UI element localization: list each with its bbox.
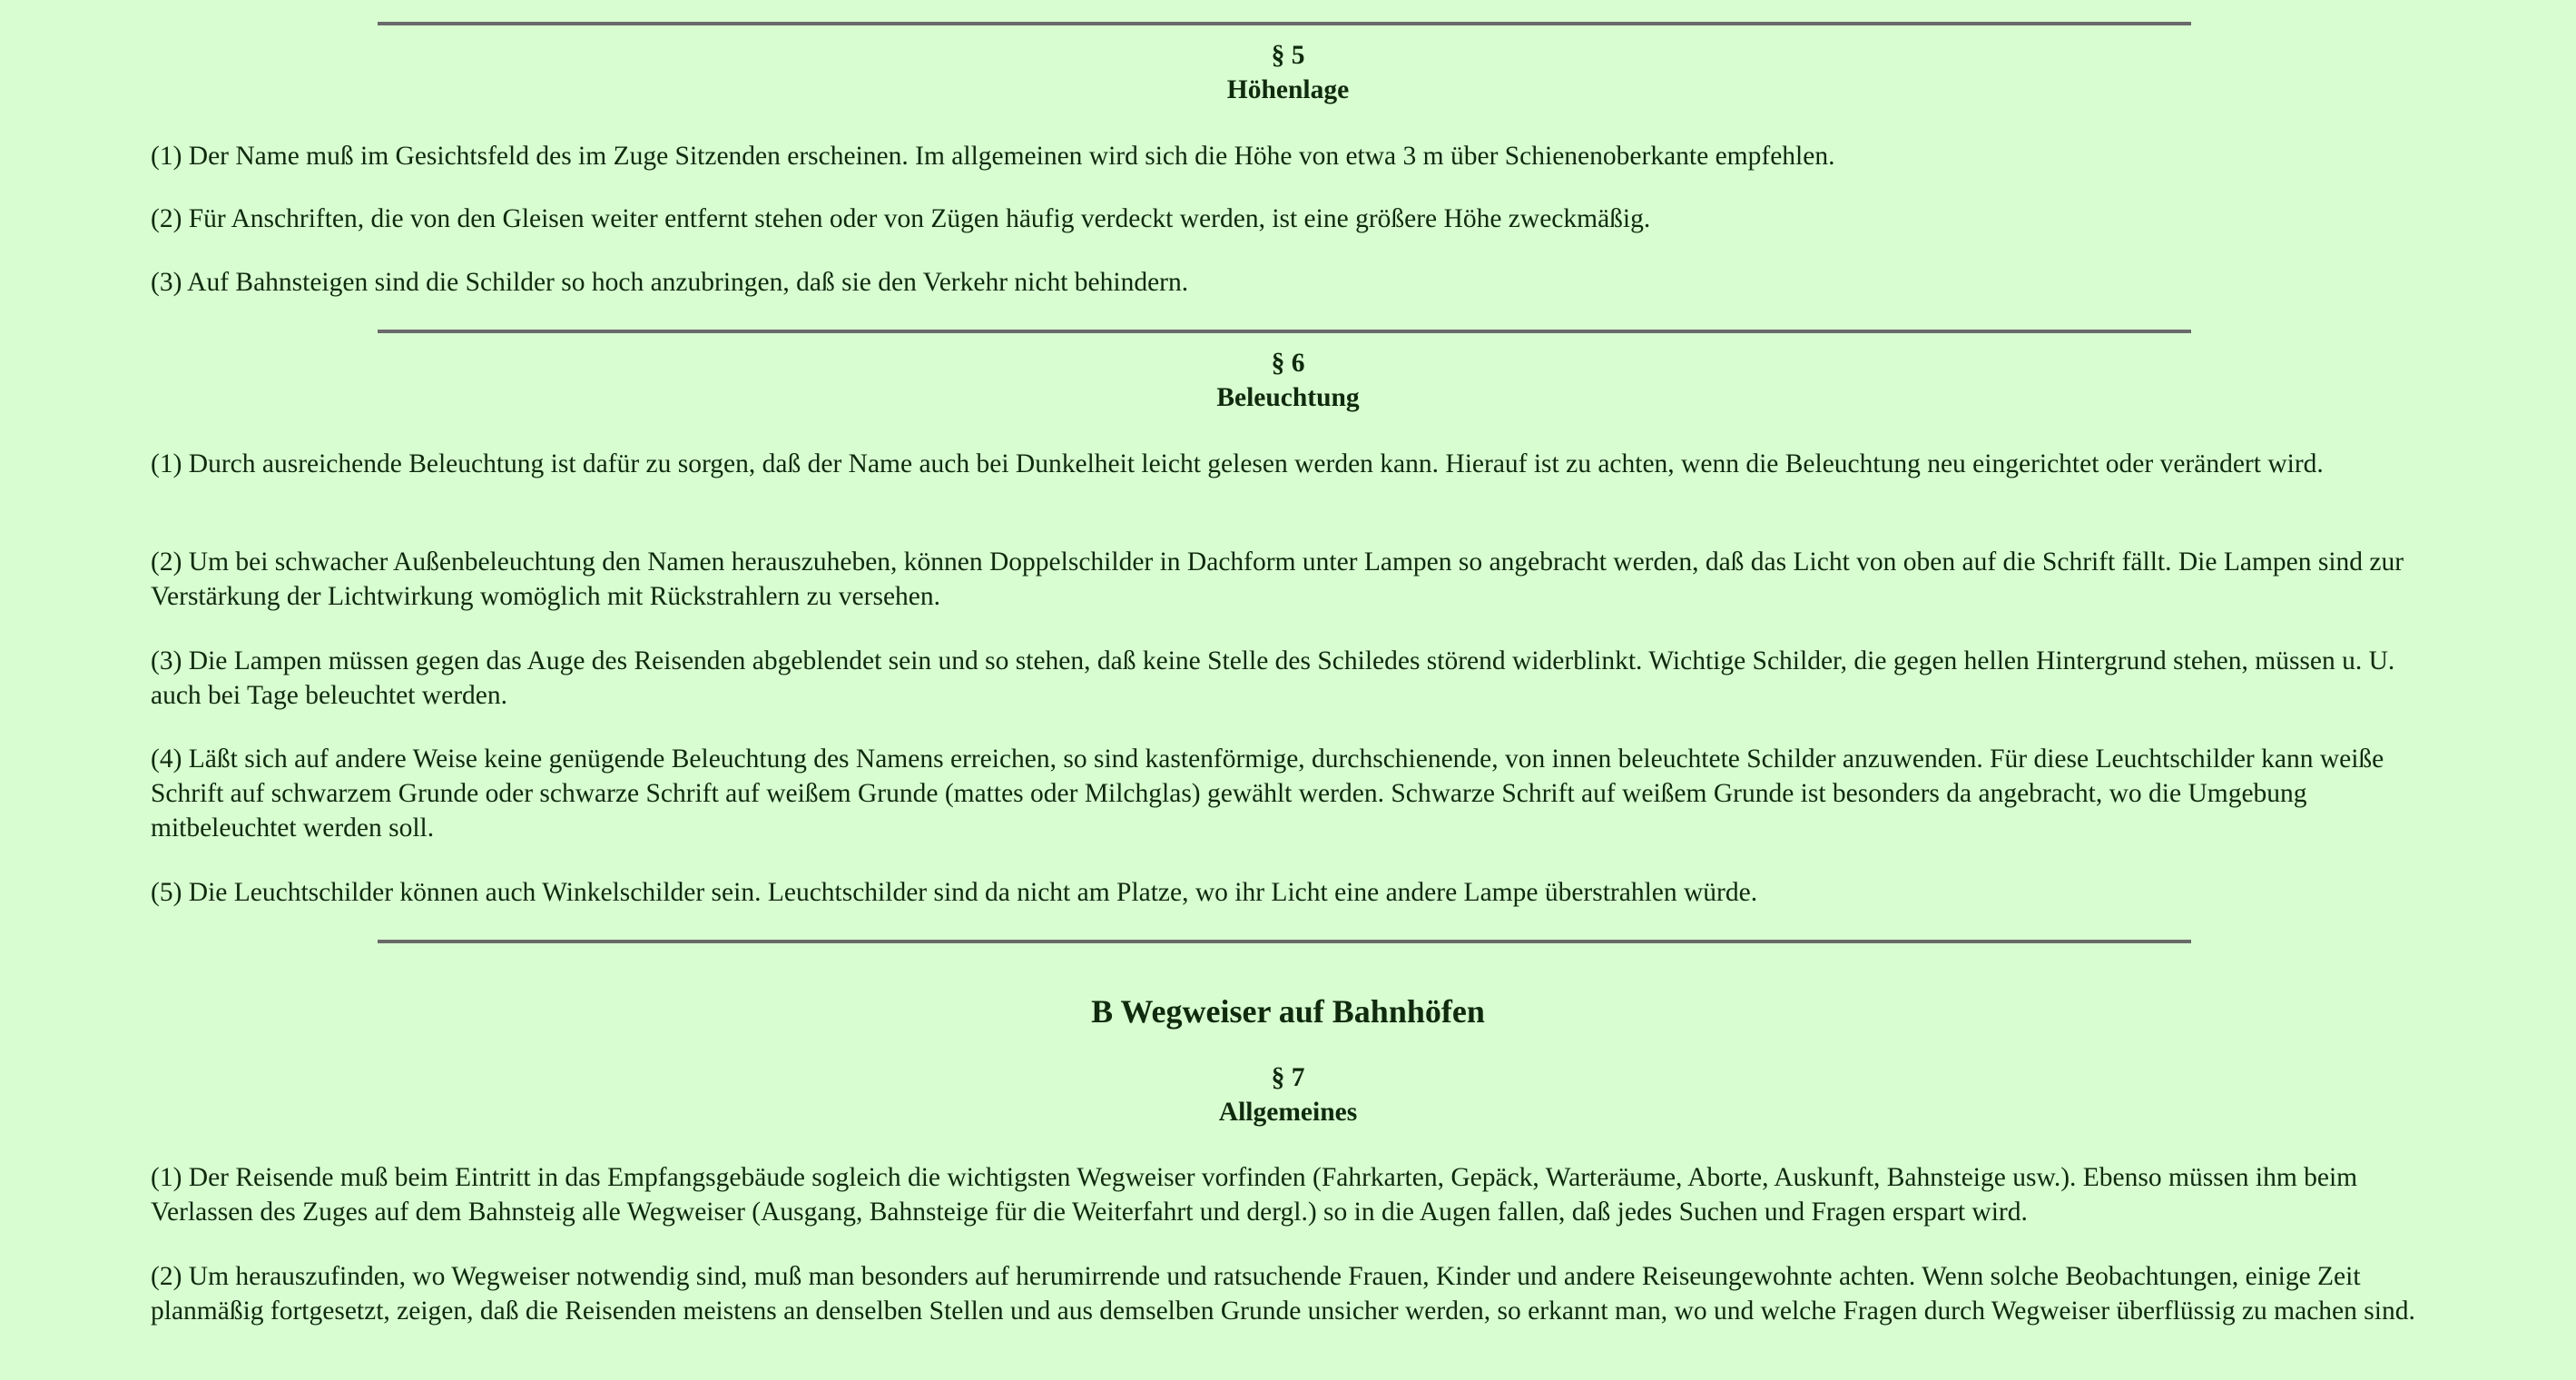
section-title: Beleuchtung <box>1216 383 1360 412</box>
section-divider <box>378 22 2191 25</box>
section-number: § 7 <box>1271 1063 1305 1092</box>
paragraph: (1) Der Reisende muß beim Eintritt in das Empfangsgebäude sogleich die wichtigsten Wegweiser vorfinden (Fahrkarten, Gepäck, Warteräume, Aborte, Auskunft, Bahnsteige usw.). Ebenso müssen ihm beim Verlassen des Zuges auf dem Bahnsteig alle Wegweiser (Ausgang, Bahnsteige für die Weiterfahrt und dergl.) so in die Augen fallen, daß jedes Suchen und Fragen erspart wird. <box>151 1163 2358 1227</box>
paragraph: (2) Um bei schwacher Außenbeleuchtung den Namen herauszuheben, können Doppelschilder in Dachform unter Lampen so angebracht werden, daß das Licht von oben auf die Schrift fällt. Die Lampen sind zur Verstärkung der Lichtwirkung womöglich mit Rückstrahlern zu versehen. <box>151 547 2404 611</box>
paragraph: (4) Läßt sich auf andere Weise keine genügende Beleuchtung des Namens erreichen, so sind kastenförmige, durchschienende, von innen beleuchtete Schilder anzuwenden. Für diese Leuchtschilder kann weiße Schrift auf schwarzem Grunde oder schwarze Schrift auf weißem Grunde (mattes oder Milchglas) gewählt werden. Schwarze Schrift auf weißem Grunde ist besonders da angebracht, wo die Umgebung mitbeleuchtet werden soll. <box>151 744 2384 843</box>
paragraph: (3) Die Lampen müssen gegen das Auge des Reisenden abgeblendet sein und so stehen, daß keine Stelle des Schiledes störend widerblinkt. Wichtige Schilder, die gegen hellen Hintergrund stehen, müssen u. U. auch bei Tage beleuchtet werden. <box>151 646 2395 710</box>
paragraph: (1) Durch ausreichende Beleuchtung ist dafür zu sorgen, daß der Name auch bei Dunkelheit leicht gelesen werden kann. Hierauf ist zu achten, wenn die Beleuchtung neu eingerichtet oder verändert wird. <box>151 449 2324 478</box>
paragraph: (2) Für Anschriften, die von den Gleisen weiter entfernt stehen oder von Zügen häufig verdeckt werden, ist eine größere Höhe zweckmäßig. <box>151 204 1651 233</box>
section-number: § 6 <box>1271 349 1305 378</box>
paragraph: (2) Um herauszufinden, wo Wegweiser notwendig sind, muß man besonders auf herumirrende und ratsuchende Frauen, Kinder und andere Reiseungewohnte achten. Wenn solche Beobachtungen, einige Zeit planmäßig fortgesetzt, zeigen, daß die Reisenden meistens an denselben Stellen und aus demselben Grunde unsicher werden, so erkannt man, wo und welche Fragen durch Wegweiser überflüssig zu machen sind. <box>151 1262 2415 1326</box>
chapter-title: B Wegweiser auf Bahnhöfen <box>1091 993 1485 1030</box>
paragraph: (1) Der Name muß im Gesichtsfeld des im Zuge Sitzenden erscheinen. Im allgemeinen wird sich die Höhe von etwa 3 m über Schienenoberkante empfehlen. <box>151 142 1835 171</box>
section-title: Allgemeines <box>1218 1098 1358 1127</box>
section-title: Höhenlage <box>1226 75 1350 104</box>
section-divider <box>378 940 2191 943</box>
paragraph: (3) Auf Bahnsteigen sind die Schilder so hoch anzubringen, daß sie den Verkehr nicht behindern. <box>151 268 1189 297</box>
paragraph: (5) Die Leuchtschilder können auch Winkelschilder sein. Leuchtschilder sind da nicht am Platze, wo ihr Licht eine andere Lampe überstrahlen würde. <box>151 878 1758 907</box>
section-divider <box>378 330 2191 333</box>
section-number: § 5 <box>1271 41 1305 70</box>
